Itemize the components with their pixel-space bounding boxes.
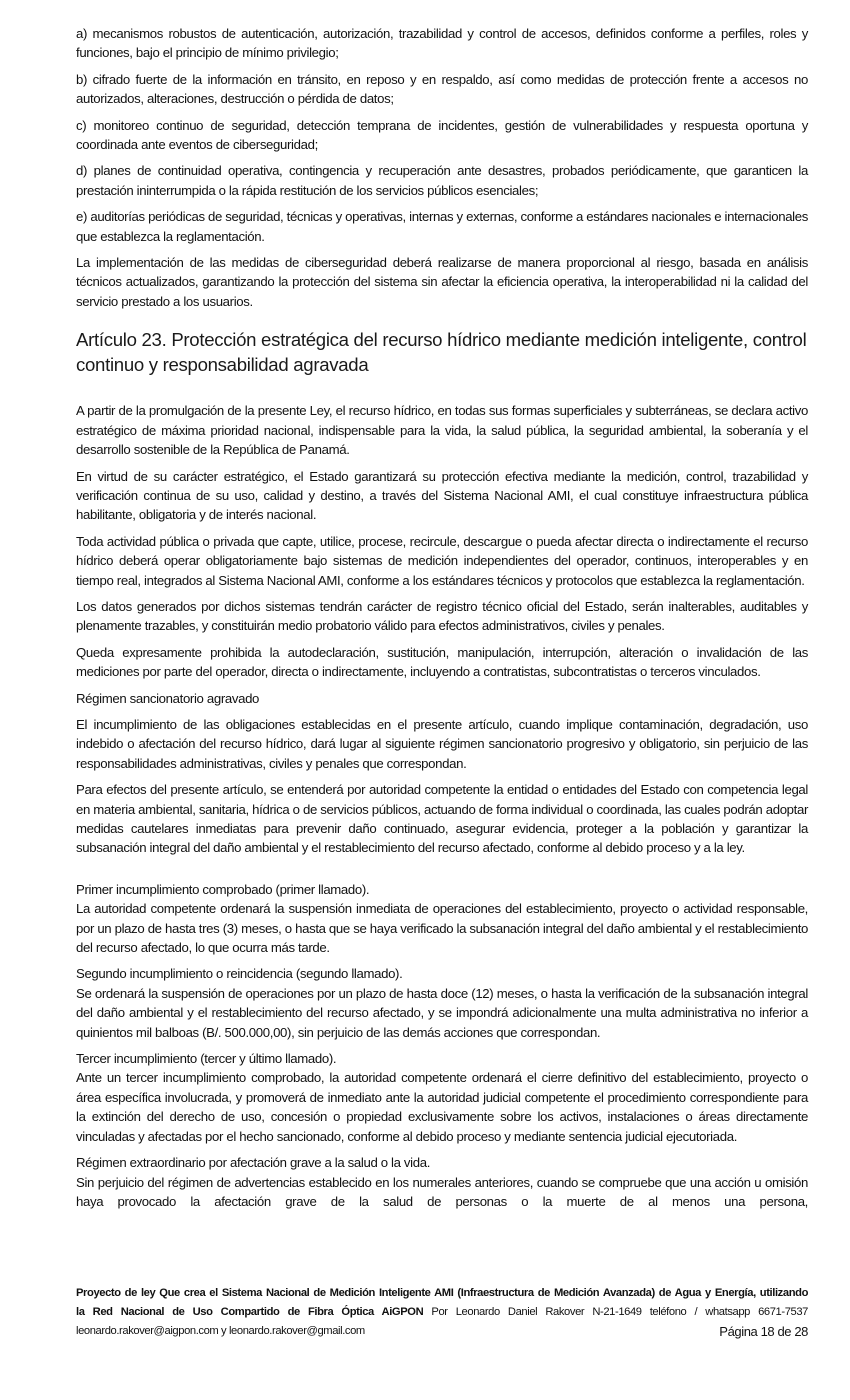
stage-third <box>76 1049 808 1146</box>
stage-first <box>76 880 808 958</box>
list-item-b: b) cifrado fuerte de la información en tránsito, en reposo y en respaldo, así como medidas de protección frente a accesos no autorizados, alteraciones, destrucción o pérdida de datos; <box>76 71 808 107</box>
spacer <box>76 865 808 880</box>
article-title: Artículo 23. Protección estratégica del recurso hídrico mediante medición inteligente, control continuo y responsabilidad agravada <box>76 329 807 376</box>
footer-project-line-2 <box>76 1303 808 1322</box>
footer-project-line-1 <box>76 1284 808 1303</box>
list-item-e: e) auditorías periódicas de seguridad, técnicas y operativas, internas y externas, conforme a estándares nacionales e internacionales que establezca la reglamentación. <box>76 209 808 244</box>
document-page <box>76 24 808 1218</box>
stage-body: La autoridad competente ordenará la suspensión inmediata de operaciones del establecimiento, proyecto o actividad responsable, por un plazo de hasta tres (3) meses, o hasta que se haya verificado la subsanación integral del daño ambiental y el restablecimiento del recurso afectado, lo que ocurra más tarde. <box>76 901 808 956</box>
footer-project-title-cont: la Red Nacional de Uso Compartido de Fibra Óptica AiGPON <box>76 1306 424 1318</box>
list-item-d: d) planes de continuidad operativa, contingencia y recuperación ante desastres, probados periódicamente, que garanticen la prestación ininterrumpida o la rápida restitución de los servicios públicos esenciales; <box>76 163 808 198</box>
stage-body: Ante un tercer incumplimiento comprobado, la autoridad competente ordenará el cierre definitivo del establecimiento, proyecto o área específica involucrada, y promoverá de inmediato ante la autoridad judicial competente el procedimiento correspondiente para la extinción del derecho de uso, concesión o propiedad exclusivamente sobre los activos, instalaciones o áreas directamente vinculadas y afectadas por el hecho sancionado, conforme al debido proceso y mediante sentencia judicial ejecutoriada. <box>76 1070 808 1144</box>
sanction-paragraph: Para efectos del presente artículo, se entenderá por autoridad competente la entidad o entidades del Estado con competencia legal en materia ambiental, sanitaria, hídrica o de servicios públicos, actuando de forma individual o coordinada, las cuales podrán adoptar medidas cautelares inmediatas para prevenir daño continuado, asegurar evidencia, proteger a la población y garantizar la subsanación integral del daño ambiental y el restablecimiento del recurso afectado, conforme al debido proceso y a la ley. <box>76 782 808 856</box>
stage-second <box>76 964 808 1042</box>
footer-contact-row <box>76 1322 808 1341</box>
article-paragraph: Toda actividad pública o privada que capte, utilice, procese, recircule, descargue o pueda afectar directa o indirectamente el recurso hídrico deberá operar obligatoriamente bajo sistemas de medición independientes del operador, continuos, interoperables y en tiempo real, integrados al Sistema Nacional AMI, conforme a los estándares técnicos y protocolos que establezca la reglamentación. <box>76 533 808 588</box>
footer-project-title: Proyecto de ley Que crea el Sistema Nacional de Medición Inteligente AMI (Infraestructura de Medición Avanzada) de Agua y Energía, utilizando <box>76 1287 808 1299</box>
page-footer <box>76 1284 808 1341</box>
article-paragraph: Queda expresamente prohibida la autodeclaración, sustitución, manipulación, interrupción, alteración o invalidación de las mediciones por parte del operador, directa o indirectamente, incluyendo a contratistas, subcontratistas o terceros vinculados. <box>76 644 808 680</box>
article-paragraph: A partir de la promulgación de la presente Ley, el recurso hídrico, en todas sus formas superficiales y subterráneas, se declara activo estratégico de máxima prioridad nacional, indispensable para la vida, la salud pública, la seguridad ambiental, la soberanía y el desarrollo sostenible de la República de Panamá. <box>76 403 808 458</box>
footer-emails[interactable]: leonardo.rakover@aigpon.com y leonardo.rakover@gmail.com <box>76 1325 365 1337</box>
stage-body: Se ordenará la suspensión de operaciones por un plazo de hasta doce (12) meses, o hasta la verificación de la subsanación integral del daño ambiental y el restablecimiento del recurso afectado, y se impondrá adicionalmente una multa administrativa no inferior a quinientos mil balboas (B/. 500.000,00), sin perjuicio de las demás acciones que correspondan. <box>76 985 808 1040</box>
cybersecurity-closing-paragraph: La implementación de las medidas de ciberseguridad deberá realizarse de manera proporcional al riesgo, basada en análisis técnicos actualizados, garantizando la protección del sistema sin afectar la eficiencia operativa, la interoperabilidad ni la calidad del servicio prestado a los usuarios. <box>76 255 808 309</box>
article-paragraph: En virtud de su carácter estratégico, el Estado garantizará su protección efectiva mediante la medición, control, trazabilidad y verificación continua de su uso, calidad y destino, a través del Sistema Nacional AMI, el cual constituye infraestructura pública habilitante, obligatoria y de interés nacional. <box>76 468 808 523</box>
stage-heading: Tercer incumplimiento (tercer y último llamado). <box>76 1051 337 1067</box>
sanction-heading: Régimen sancionatorio agravado <box>76 690 260 706</box>
list-item-a: a) mecanismos robustos de autenticación, autorización, trazabilidad y control de accesos, definidos conforme a perfiles, roles y funciones, bajo el principio de mínimo privilegio; <box>76 26 808 61</box>
sanction-paragraph: El incumplimiento de las obligaciones establecidas en el presente artículo, cuando implique contaminación, degradación, uso indebido o afectación del recurso hídrico, dará lugar al siguiente régimen sancionatorio progresivo y obligatorio, sin perjuicio de las responsabilidades administrativas, civiles y penales que correspondan. <box>76 716 808 771</box>
stage-extraordinary <box>76 1153 808 1211</box>
page-number: Página 18 de 28 <box>719 1324 808 1339</box>
stage-heading: Primer incumplimiento comprobado (primer llamado). <box>76 881 370 897</box>
article-paragraph: Los datos generados por dichos sistemas tendrán carácter de registro técnico oficial del Estado, serán inalterables, auditables y plenamente trazables, y constituirán medio probatorio válido para efectos administrativos, civiles y penales. <box>76 598 808 634</box>
list-item-c: c) monitoreo continuo de seguridad, detección temprana de incidentes, gestión de vulnerabilidades y respuesta oportuna y coordinada ante eventos de ciberseguridad; <box>76 117 808 153</box>
footer-author: Por Leonardo Daniel Rakover N-21-1649 teléfono / whatsapp 6671-7537 <box>423 1306 808 1318</box>
stage-heading: Segundo incumplimiento o reincidencia (segundo llamado). <box>76 966 403 982</box>
stage-heading: Régimen extraordinario por afectación grave a la salud o la vida. <box>76 1155 431 1171</box>
stage-body: Sin perjuicio del régimen de advertencias establecido en los numerales anteriores, cuando se compruebe que una acción u omisión haya provocado la afectación grave de la salud de personas o la muerte de al menos una persona, <box>76 1174 808 1209</box>
